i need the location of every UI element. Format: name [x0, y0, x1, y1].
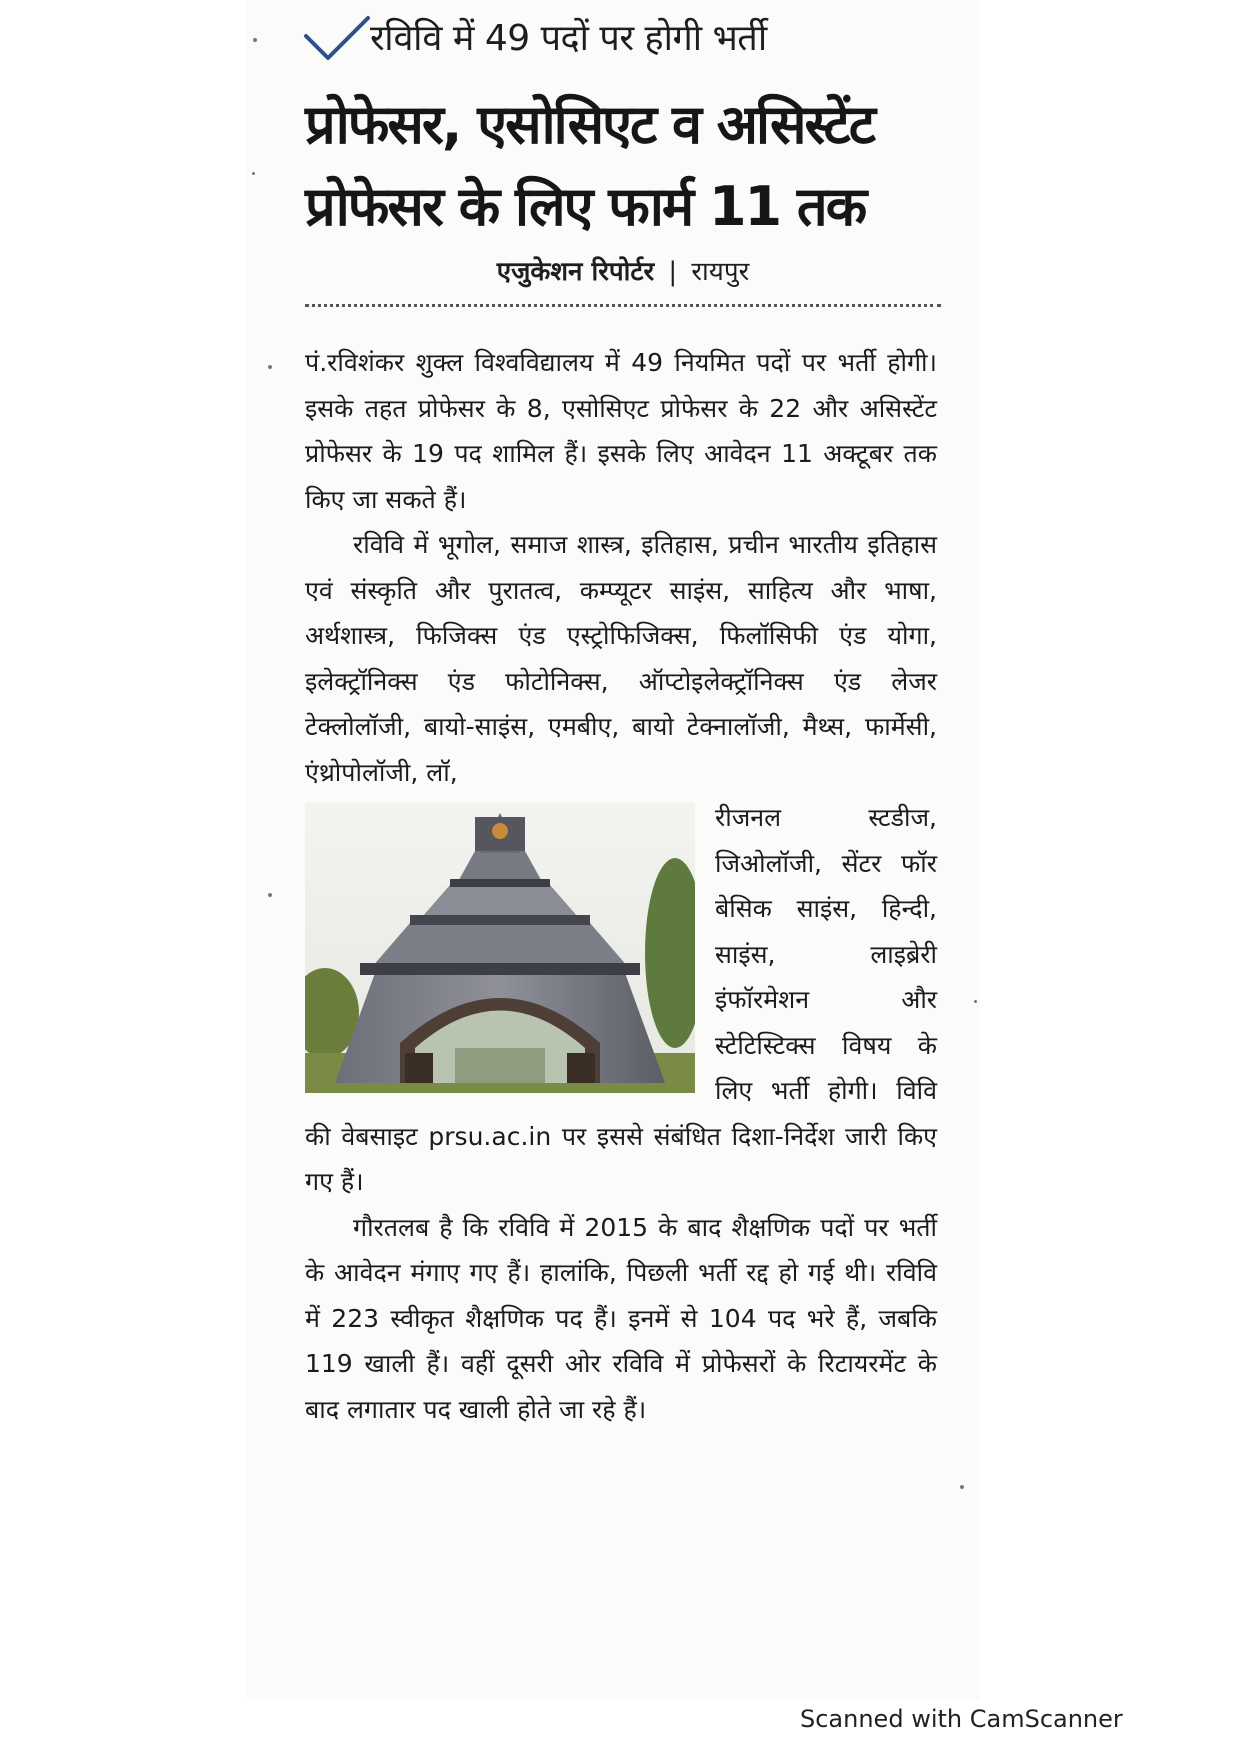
scan-speck [268, 893, 272, 897]
university-gate-photo [305, 803, 695, 1093]
article-paragraph: गौरतलब है कि रविवि में 2015 के बाद शैक्षणिक पदों पर भर्ती के आवेदन मंगाए गए हैं। हालांकि, पिछली भर्ती रद्द हो गई थी। रविवि में 223 स्वीकृत शैक्षणिक पद हैं। इनमें से 104 पद भरे हैं, जबकि 119 खाली हैं। वहीं दूसरी ओर रविवि में प्रोफेसरों के रिटायरमेंट के बाद लगातार पद खाली होते जा रहे हैं। [305, 1212, 937, 1424]
checkmark-icon [302, 14, 372, 64]
scan-speck [974, 1000, 977, 1003]
headline-line: प्रोफेसर, एसोसिएट व असिस्टेंट [305, 93, 874, 156]
scan-speck [960, 1485, 964, 1489]
scan-speck [253, 38, 257, 42]
article-body [305, 340, 937, 1432]
article-kicker [302, 6, 922, 68]
divider [305, 304, 941, 307]
article-paragraph: पं.रविशंकर शुक्ल विश्वविद्यालय में 49 नियमित पदों पर भर्ती होगी। इसके तहत प्रोफेसर के 8, एसोसिएट प्रोफेसर के 22 और असिस्टेंट प्रोफेसर के 19 पद शामिल हैं। इसके लिए आवेदन 11 अक्टूबर तक किए जा सकते हैं। [305, 348, 937, 514]
byline-reporter: एजुकेशन रिपोर्टर [496, 257, 655, 287]
byline [305, 252, 941, 292]
scan-speck [252, 172, 255, 175]
headline-line: प्रोफेसर के लिए फार्म 11 तक [305, 175, 866, 238]
byline-separator: | [668, 257, 678, 287]
byline-location: रायपुर [691, 257, 750, 287]
kicker-text: रविवि में 49 पदों पर होगी भर्ती [370, 18, 767, 59]
article-paragraph: रविवि में भूगोल, समाज शास्त्र, इतिहास, प्रचीन भारतीय इतिहास एवं संस्कृति और पुरातत्व, कम्प्यूटर साइंस, साहित्य और भाषा, अर्थशास्त्र, फिजिक्स एंड एस्ट्रोफिजिक्स, फिलॉसिफी एंड योगा, इलेक्ट्रॉनिक्स एंड फोटोनिक्स, ऑप्टोइलेक्ट्रॉनिक्स एंड लेजर टेक्लोलॉजी, बायो-साइंस, एमबीए, बायो टेक्नालॉजी, मैथ्स, फार्मेसी, एंथ्रोपोलॉजी, लॉ, [305, 530, 937, 787]
scanner-watermark: Scanned with CamScanner [800, 1705, 1123, 1733]
scan-speck [268, 365, 272, 369]
headline [305, 84, 945, 248]
article-paragraph: रीजनल स्टडीज, जिओलॉजी, सेंटर फॉर बेसिक साइंस, हिन्दी, साइंस, लाइब्रेरी इंफॉरमेशन और स्टेटिस्टिक्स विषय के लिए भर्ती होगी। विवि की वेबसाइट prsu.ac.in पर इससे संबंधित दिशा-निर्देश जारी किए गए हैं। [305, 803, 937, 1196]
